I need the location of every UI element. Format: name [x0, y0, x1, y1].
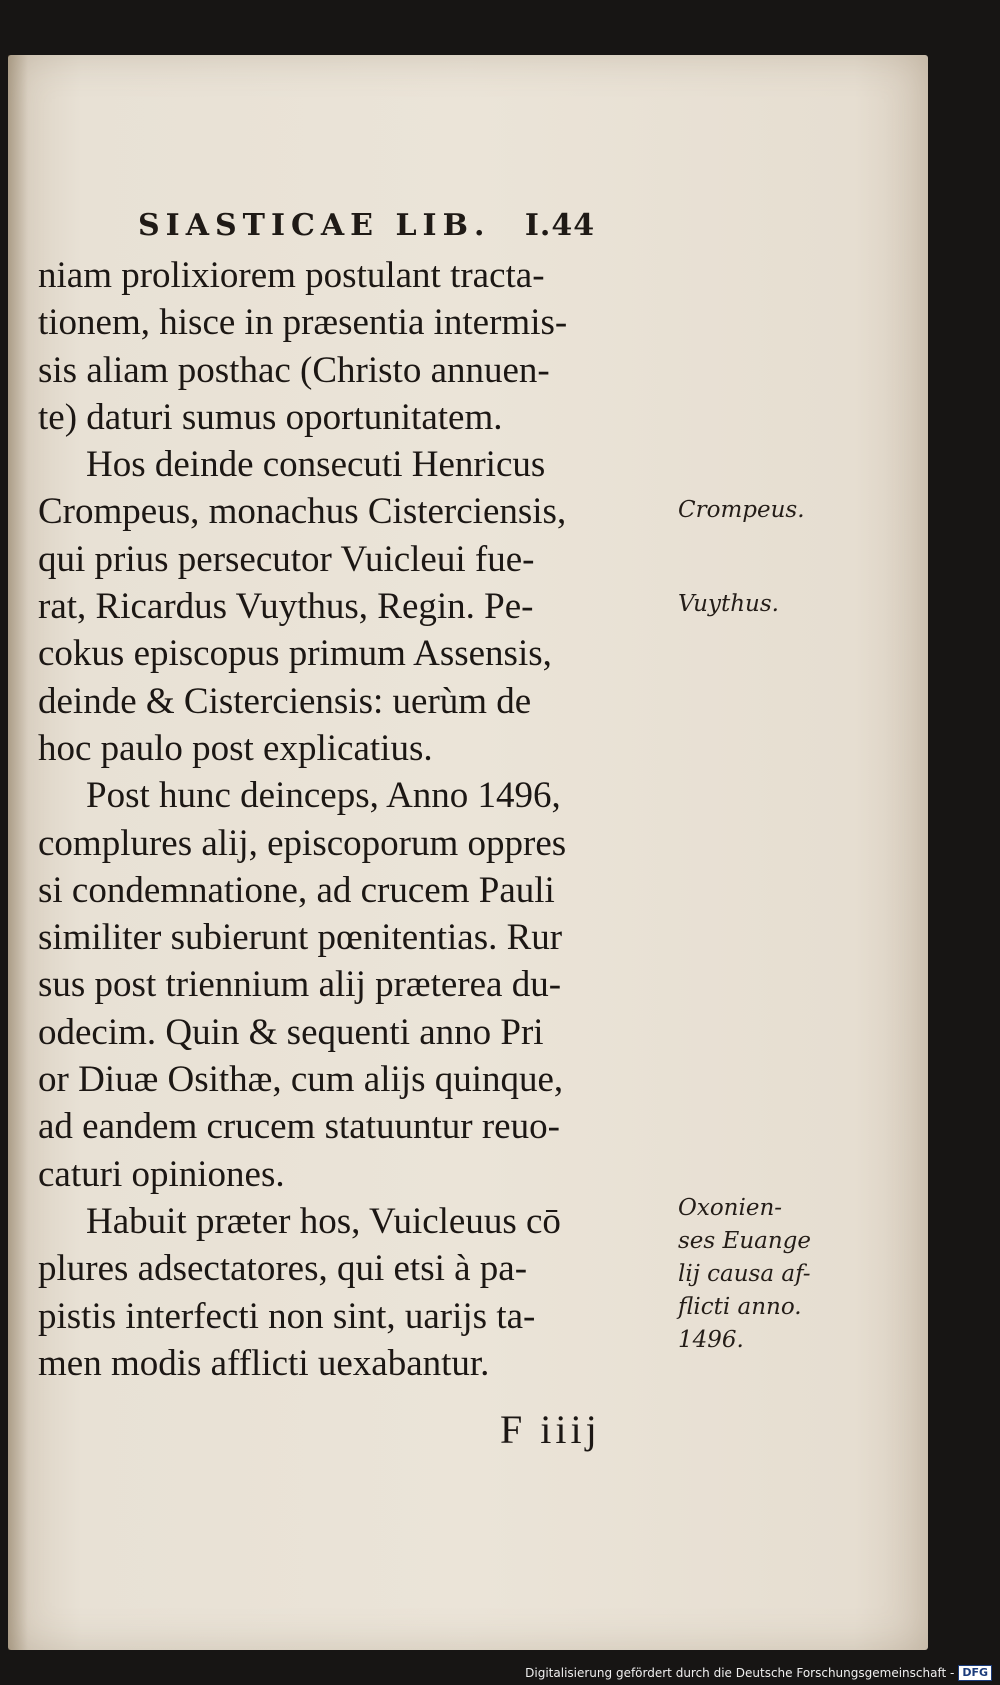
- running-head: [138, 208, 658, 243]
- text-line: pistis interfecti non sint, uarijs ta-: [38, 1295, 536, 1337]
- digitization-credit: [525, 1665, 992, 1681]
- text-line: Crompeus, monachus Cisterciensis,: [38, 491, 567, 533]
- text-line: cokus episcopus primum Assensis,: [38, 633, 552, 675]
- text-line: si condemnatione, ad crucem Pauli: [38, 869, 555, 911]
- credit-text: Digitalisierung gefördert durch die Deutsche Forschungsgemeinschaft -: [525, 1666, 955, 1680]
- text-line: sus post triennium alij præterea du-: [38, 964, 562, 1006]
- text-line: Post hunc deinceps, Anno 1496,: [86, 775, 561, 817]
- text-line: plures adsectatores, qui etsi à pa-: [38, 1248, 528, 1290]
- margin-note-oxonienses: [678, 1195, 811, 1360]
- text-line: tionem, hisce in præsentia intermis-: [38, 302, 568, 344]
- margin-note-line: Oxonien-: [678, 1195, 783, 1221]
- text-line: similiter subierunt pœnitentias. Rur: [38, 917, 563, 959]
- dfg-logo-icon: DFG: [958, 1665, 992, 1681]
- margin-note-line: 1496.: [678, 1327, 744, 1353]
- margin-note-line: ses Euange: [678, 1228, 811, 1254]
- margin-note-line: Crompeus.: [678, 497, 805, 523]
- text-line: Habuit præter hos, Vuicleuus cō: [86, 1200, 561, 1242]
- page-edge-shadow: [8, 55, 28, 1650]
- margin-note-line: flicti anno.: [678, 1294, 802, 1320]
- text-line: ad eandem crucem statuuntur reuo-: [38, 1106, 560, 1148]
- text-line: qui prius persecutor Vuicleui fue-: [38, 538, 535, 580]
- text-line: odecim. Quin & sequenti anno Pri: [38, 1011, 544, 1053]
- margin-note-vuythus: [678, 591, 779, 624]
- signature-mark: F iiij: [500, 1407, 601, 1452]
- text-line: Hos deinde consecuti Henricus: [86, 444, 546, 486]
- margin-note-line: Vuythus.: [678, 591, 779, 617]
- folio-number: I.44: [524, 208, 596, 243]
- margin-note-line: lij causa af-: [678, 1261, 811, 1287]
- running-head-title: SIASTICAE LIB.: [138, 208, 491, 243]
- text-line: complures alij, episcoporum oppres: [38, 822, 567, 864]
- text-line: or Diuæ Osithæ, cum alijs quinque,: [38, 1059, 564, 1101]
- text-line: caturi opiniones.: [38, 1153, 285, 1195]
- text-line: men modis afflicti uexabantur.: [38, 1342, 490, 1384]
- text-line: hoc paulo post explicatius.: [38, 727, 433, 769]
- text-line: sis aliam posthac (Christo annuen-: [38, 349, 550, 391]
- body-text: [38, 252, 673, 1387]
- text-line: deinde & Cisterciensis: uerùm de: [38, 680, 532, 722]
- margin-note-crompeus: [678, 497, 805, 530]
- text-line: niam prolixiorem postulant tracta-: [38, 255, 545, 296]
- text-line: rat, Ricardus Vuythus, Regin. Pe-: [38, 586, 534, 628]
- text-line: te) daturi sumus oportunitatem.: [38, 396, 503, 438]
